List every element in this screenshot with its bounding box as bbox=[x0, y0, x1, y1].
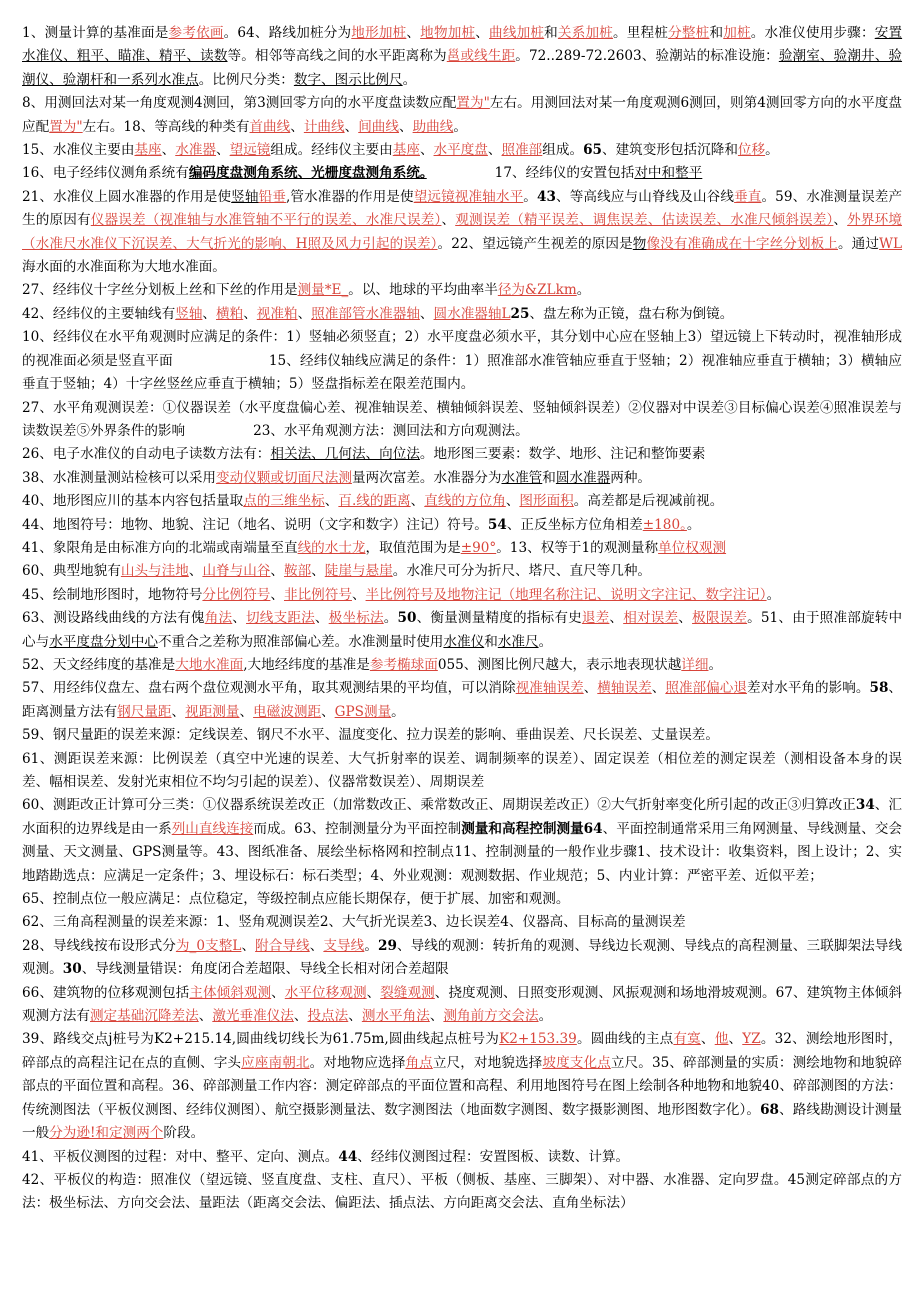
text-run: 。 bbox=[766, 586, 781, 603]
text-run: 055、测图比例尺越大，表示地表现状越 bbox=[437, 656, 682, 673]
text-run: ,大地经纬度的基准是 bbox=[243, 656, 370, 673]
highlighted-answer: ±180。 bbox=[642, 516, 687, 533]
text-run: 而成。63、控制测量分为平面控制 bbox=[253, 820, 462, 837]
text-run: 10、经纬仪在水平角观测时应满足的条件：1）竖轴必须竖直；2）水平度盘必须水平，其分划中心应在竖轴上3）望远镜上下转动时，视准轴形成的视准面必须是竖直平面 15、经纬仪轴线应满足的条件：1）照准部水准管轴应垂直于竖轴；2）视准轴应垂直于横轴；3）横轴应垂直于竖轴；4）十字丝竖丝应垂直于横轴；5）竖盘指标差在限差范围内。 bbox=[22, 329, 902, 393]
text-run: 海水面的水准面称为大地水准面。 bbox=[22, 259, 226, 276]
highlighted-answer: 位移 bbox=[737, 142, 766, 159]
highlighted-answer: 水平位移观测 bbox=[284, 984, 367, 1001]
highlighted-answer: 直线的方位角 bbox=[424, 493, 506, 510]
text-run: ,管水准器的作用是使 bbox=[285, 188, 414, 205]
text-run: 、 bbox=[198, 1008, 213, 1025]
underlined-term: 竖轴 bbox=[231, 188, 259, 205]
highlighted-answer: 详细 bbox=[681, 656, 709, 673]
text-run: 、 bbox=[188, 563, 203, 580]
text-run: 60、测距改正计算可分三类：①仪器系统误差改正（加常数改正、乘常数改正、周期误差改正）②大气折射率变化所引起的改正③归算改正 bbox=[22, 797, 856, 814]
paragraph bbox=[22, 303, 902, 326]
text-run: 65、控制点位一般应满足：点位稳定，等级控制点应能长期保存，便于扩展、加密和观测。 bbox=[22, 891, 570, 908]
highlighted-answer: 变动仪颗或切面尺法测 bbox=[216, 469, 352, 486]
text-run: 16、电子经纬仪测角系统有 bbox=[22, 165, 189, 182]
text-run: 42、经纬仪的主要轴线有 bbox=[22, 305, 176, 322]
text-run: 、 bbox=[293, 1008, 308, 1025]
highlighted-answer: ±90° bbox=[460, 539, 497, 556]
text-run: 、 bbox=[505, 493, 520, 510]
highlighted-answer: 山脊与山谷 bbox=[202, 563, 271, 580]
highlighted-answer: 助曲线 bbox=[412, 118, 454, 135]
text-run: 。比例尺分类： bbox=[198, 71, 294, 88]
text-run: 、 bbox=[366, 984, 381, 1001]
text-run: 41、象限角是由标准方向的北端或南端量至直 bbox=[22, 539, 298, 556]
highlighted-answer: 投点法 bbox=[307, 1008, 349, 1025]
highlighted-answer: 参考椭球面 bbox=[369, 656, 438, 673]
text-run: 、导线测量错误：角度闭合差超限、导线全长相对闭合差超限 bbox=[81, 961, 449, 978]
underlined-term: 水准管 bbox=[501, 469, 543, 486]
paragraph bbox=[22, 514, 902, 537]
paragraph bbox=[22, 22, 902, 92]
text-run: 、距离测量方法有 bbox=[22, 680, 903, 720]
bold-text: 50 bbox=[397, 610, 417, 627]
text-run: 、 bbox=[441, 212, 456, 229]
text-run: ，取值范围为是 bbox=[365, 539, 461, 556]
paragraph bbox=[22, 607, 902, 654]
paragraph bbox=[22, 982, 902, 1029]
text-run: 、 bbox=[271, 984, 285, 1001]
text-run: 。 bbox=[402, 71, 417, 88]
text-run: 、 bbox=[678, 610, 693, 627]
text-run: 41、平板仪测图的过程：对中、整平、定向、测点。 bbox=[22, 1148, 339, 1165]
highlighted-answer: YZ bbox=[742, 1031, 761, 1048]
text-run: 、 bbox=[314, 610, 329, 627]
text-run: 和 bbox=[484, 633, 498, 650]
highlighted-answer: 大地水准面 bbox=[175, 656, 244, 673]
bold-text: 测量和高程控制测量64 bbox=[461, 820, 603, 837]
paragraph bbox=[22, 888, 902, 911]
highlighted-answer: 置为" bbox=[49, 118, 83, 135]
text-run: 。51、由于照准部旋转中心与 bbox=[22, 610, 903, 650]
text-run: 、 bbox=[241, 937, 256, 954]
bold-text: 65 bbox=[583, 142, 602, 159]
highlighted-answer: 他 bbox=[714, 1031, 729, 1048]
text-run: 42、平板仪的构造：照准仪（望远镜、竖直度盘、支柱、直尺）、平板（侧板、基座、三脚架）、对中器、水准器、定向罗盘。45测定碎部点的方法：极坐标法、方向交会法、量距法（距离交会法、偏距法、插点法、方向距离交会法、直角坐标法） bbox=[22, 1171, 902, 1212]
highlighted-answer: GPS测量 bbox=[334, 703, 392, 720]
highlighted-answer: 竖轴 bbox=[175, 305, 203, 322]
text-run: 、 bbox=[651, 680, 666, 697]
highlighted-answer: 横粕 bbox=[216, 305, 244, 322]
text-run: 27、水平角观测误差：①仪器误差（水平度盘偏心差、视准轴误差、横轴倾斜误差、竖轴倾斜误差）②仪器对中误差③目标偏心误差④照准误差与读数误差⑤外界条件的影响 23、水平角观测方法：测回法和方向观测法。 bbox=[22, 399, 902, 439]
text-run: 。 bbox=[391, 703, 405, 720]
text-run: 、 bbox=[270, 563, 284, 580]
highlighted-answer: 地形加桩 bbox=[351, 25, 407, 41]
paragraph bbox=[22, 279, 902, 302]
highlighted-answer: 仪器误差（视准轴与水准管轴不平行的误差、水准尺误差） bbox=[90, 212, 442, 229]
highlighted-answer: 退差 bbox=[581, 610, 610, 627]
text-run: 39、路线交点j桩号为K2+215.14,圆曲线切线长为61.75m,圆曲线起点桩号为 bbox=[22, 1031, 500, 1048]
paragraph bbox=[22, 677, 902, 724]
highlighted-answer: 百.线的距离 bbox=[338, 493, 411, 510]
highlighted-answer: 照准部 bbox=[501, 142, 543, 159]
text-run: 、 bbox=[324, 493, 339, 510]
underlined-term: 圆水准器 bbox=[555, 469, 611, 486]
highlighted-answer: 水平度盘 bbox=[433, 142, 488, 159]
highlighted-answer: 线的水士龙 bbox=[297, 539, 366, 556]
highlighted-answer: 角点 bbox=[405, 1054, 433, 1071]
highlighted-answer: 鞍部 bbox=[284, 563, 312, 580]
text-run: 62、三角高程测量的误差来源：1、竖角观测误差2、大气折光误差3、边长误差4、仪器高、目标高的量测误差 bbox=[22, 914, 686, 931]
paragraph bbox=[22, 584, 902, 607]
text-run: 26、电子水准仪的自动电子读数方法有： bbox=[22, 446, 271, 463]
paragraph bbox=[22, 92, 902, 139]
text-run: 。 bbox=[538, 1008, 553, 1025]
highlighted-answer: 分比例符号 bbox=[202, 586, 271, 603]
bold-text: 44 bbox=[338, 1148, 358, 1165]
text-run: 、 bbox=[161, 142, 176, 159]
text-run: 和 bbox=[542, 469, 556, 486]
text-run: 21、水准仪上圆水准器的作用是使 bbox=[22, 188, 232, 205]
bold-text: 43 bbox=[536, 188, 556, 205]
highlighted-answer: 加桩 bbox=[723, 25, 751, 41]
highlighted-answer: 参考依画 bbox=[168, 25, 224, 41]
text-run: 。圆曲线的主点 bbox=[576, 1031, 674, 1048]
paragraph bbox=[22, 467, 902, 490]
text-run: 63、测设路线曲线的方法有傀 bbox=[22, 610, 205, 627]
bold-text: 30 bbox=[62, 961, 82, 978]
text-run: 。通过 bbox=[838, 235, 880, 252]
text-run: 、 bbox=[429, 1008, 444, 1025]
bold-text: 29 bbox=[378, 937, 397, 954]
text-run: 。59、水准测量误差产生的原因有 bbox=[22, 188, 903, 229]
paragraph bbox=[22, 139, 902, 162]
text-run: 61、测距误差来源：比例误差（真空中光速的误差、大气折射率的误差、调制频率的误差）、固定误差（相位差的测定误差（测相设备本身的误差、幅相误差、发射光束相位不均匀引起的误差）、仪器常数误差）、周期误差 bbox=[22, 750, 902, 790]
text-run: 、 bbox=[419, 142, 434, 159]
underlined-term: 编码度盘测角系统、光栅度盘测角系统。 bbox=[188, 165, 427, 182]
highlighted-answer: 点的三维坐标 bbox=[243, 493, 325, 510]
text-run: 、建筑变形包括沉降和 bbox=[601, 142, 738, 159]
text-run: 、 bbox=[311, 563, 325, 580]
text-run: 。 bbox=[364, 937, 378, 954]
text-run: 、 bbox=[171, 703, 186, 720]
text-run: 立尺。35、碎部测量的实质：测绘地物和地貌碎部点的平面位置和高程。36、碎部测量工作内容：测定碎部点的平面位置和高程、利用地图符号在图上绘制各种地物和地貌40、碎部测图的方法：传统测图法（平板仪测图、经纬仪测图）、航空摄影测量法、数字测图法（地面数字测图、数字摄影测图、地形图数字化）。 bbox=[22, 1054, 903, 1118]
highlighted-answer: 半比例符号及地物注记（地理名称注记、说明文字注记、数字注记） bbox=[365, 586, 767, 603]
paragraph bbox=[22, 748, 902, 795]
highlighted-answer: 邕或线生距 bbox=[446, 48, 516, 65]
highlighted-answer: 列山直线连接 bbox=[171, 820, 254, 837]
text-run: 、 bbox=[309, 937, 324, 954]
text-run: 。22、望远镜产生视差的原因是 bbox=[437, 235, 633, 252]
highlighted-answer: 陡崖与悬崖 bbox=[324, 563, 393, 580]
text-run: 和 bbox=[544, 25, 558, 41]
text-run: 。 bbox=[523, 188, 537, 205]
text-run: 、等高线应与山脊线及山谷线 bbox=[555, 188, 735, 205]
highlighted-answer: 测角前方交会法 bbox=[443, 1008, 539, 1025]
highlighted-answer: 分整桩 bbox=[668, 25, 710, 41]
paragraph bbox=[22, 162, 902, 185]
highlighted-answer: 非比例符号 bbox=[283, 586, 352, 603]
highlighted-answer: 应座南朝北 bbox=[241, 1054, 310, 1071]
highlighted-answer: 照准部管水准器轴 bbox=[311, 305, 420, 322]
text-run: 、经纬仪测图过程：安置图板、读数、计算。 bbox=[357, 1148, 630, 1165]
text-run: 。地形图三要素：数学、地形、注记和整饰要素 bbox=[419, 446, 706, 463]
text-run: 左右。18、等高线的种类有 bbox=[82, 118, 250, 135]
text-run: 不重合之差称为照准部偏心差。水准测量时使用 bbox=[157, 633, 444, 650]
highlighted-answer: 径为&ZLkm bbox=[497, 282, 577, 299]
highlighted-answer: 水准器 bbox=[175, 142, 217, 159]
paragraph bbox=[22, 1169, 902, 1216]
highlighted-answer: 测定基础沉降差法 bbox=[89, 1008, 199, 1025]
paragraph bbox=[22, 911, 902, 934]
underlined-term: 数字、图示比例尺 bbox=[293, 71, 403, 88]
highlighted-answer: WL bbox=[879, 235, 903, 252]
text-run: 组成。 bbox=[542, 142, 584, 159]
text-run: 两种。 bbox=[610, 469, 652, 486]
highlighted-answer: 坡度支化点 bbox=[542, 1054, 611, 1071]
highlighted-answer: 外界环境（水准尺水准仪下沉误差、大气折光的影响、H照及风力引起的误差） bbox=[22, 212, 902, 252]
text-run: 、 bbox=[700, 1031, 715, 1048]
highlighted-answer: 基座 bbox=[392, 142, 420, 159]
text-run: 、盘左称为正镜，盘右称为倒镜。 bbox=[529, 305, 734, 322]
text-run: 17、经纬仪的安置包括 bbox=[426, 165, 635, 182]
highlighted-answer: 视准粕 bbox=[256, 305, 298, 322]
text-run: 、 bbox=[351, 586, 366, 603]
highlighted-answer: 像没有准确成在十字丝分划板上 bbox=[646, 235, 838, 252]
text-run: 、 bbox=[344, 118, 359, 135]
highlighted-answer: 垂直 bbox=[734, 188, 762, 205]
text-run: 、 bbox=[410, 493, 425, 510]
text-run: 和 bbox=[709, 25, 724, 41]
text-run: 38、水准测量测站检核可以采用 bbox=[22, 469, 217, 486]
highlighted-answer: 曲线加桩 bbox=[489, 25, 545, 41]
text-run: 。高差都是后视减前视。 bbox=[573, 493, 724, 510]
text-run: 57、用经纬仪盘左、盘右两个盘位观测水平角，取其观测结果的平均值，可以消除 bbox=[22, 680, 516, 697]
paragraph bbox=[22, 654, 902, 677]
paragraph bbox=[22, 1028, 902, 1145]
text-run: 、平面控制通常采用三角网测量、导线测量、交会测量、天文测量、GPS测量等。43、图纸准备、展绘坐标格网和控制点11、控制测量的一般作业步骤1、技术设计：收集资料，图上设计；2、实地踏勘选点：应满足一定条件；3、埋设标石：标石类型；4、外业观测：观测数据、作业规范；5、内业计算：严密平差、近似平差； bbox=[22, 820, 903, 884]
text-run: 、正反坐标方位角相差 bbox=[506, 516, 643, 533]
text-run: 。 bbox=[686, 516, 701, 533]
text-run: 、 bbox=[728, 1031, 743, 1048]
highlighted-answer: 电磁波测距 bbox=[253, 703, 322, 720]
text-run: 。里程桩 bbox=[613, 25, 669, 41]
paragraph bbox=[22, 935, 902, 982]
highlighted-answer: 图形面积 bbox=[519, 493, 574, 510]
text-run: 。64、路线加桩分为 bbox=[223, 25, 352, 41]
underlined-term: 验潮室、验潮井、验潮仪、验潮杆和一系列水准点 bbox=[22, 48, 903, 88]
text-run: 组成。经纬仪主要由 bbox=[270, 142, 393, 159]
paragraph bbox=[22, 186, 902, 280]
paragraph bbox=[22, 397, 902, 444]
text-run: 、 bbox=[216, 142, 230, 159]
text-run: 。 bbox=[576, 282, 591, 299]
text-run: 阶段。 bbox=[163, 1125, 205, 1142]
text-run: 、 bbox=[243, 305, 257, 322]
highlighted-answer: 地物加桩 bbox=[420, 25, 476, 41]
highlighted-answer: 置为" bbox=[456, 95, 490, 112]
text-run: 、 bbox=[609, 610, 624, 627]
highlighted-answer: 钢尺量距 bbox=[117, 703, 172, 720]
text-run: 15、水准仪主要由 bbox=[22, 142, 135, 159]
text-run: 45、绘制地形图时，地物符号 bbox=[22, 586, 203, 603]
text-run: 。以、地球的平均曲率半 bbox=[348, 282, 498, 299]
highlighted-answer: 支导线 bbox=[323, 937, 365, 954]
text-run: 、 bbox=[348, 1008, 362, 1025]
text-run: 、衡量测量精度的指标有史 bbox=[416, 610, 582, 627]
highlighted-answer: 测量*E_ bbox=[297, 282, 349, 299]
underlined-term: 安置水准仪、粗平、瞄准、精平、读数 bbox=[22, 25, 903, 65]
text-run: 、 bbox=[297, 305, 312, 322]
text-run: 。 bbox=[538, 633, 553, 650]
text-run: 。水准仪使用步骤： bbox=[750, 25, 875, 41]
text-run: 、 bbox=[419, 305, 434, 322]
highlighted-answer: 基座 bbox=[134, 142, 162, 159]
paragraph bbox=[22, 326, 902, 396]
highlighted-answer: 测水平角法 bbox=[361, 1008, 430, 1025]
text-run: 66、建筑物的位移观测包括 bbox=[22, 984, 190, 1001]
highlighted-answer: 视距测量 bbox=[185, 703, 240, 720]
paragraph bbox=[22, 490, 902, 513]
underlined-term: 水准尺 bbox=[497, 633, 539, 650]
text-run: 。对地物应选择 bbox=[309, 1054, 406, 1071]
text-run: 、 bbox=[833, 212, 848, 229]
text-run: 、 bbox=[239, 703, 254, 720]
highlighted-answer: 关系加桩 bbox=[557, 25, 614, 41]
text-run: 。 bbox=[383, 610, 398, 627]
highlighted-answer: 首曲线 bbox=[249, 118, 291, 135]
highlighted-answer: 横轴误差 bbox=[597, 680, 652, 697]
text-run: 。 bbox=[765, 142, 779, 159]
highlighted-answer: 视准轴误差 bbox=[515, 680, 584, 697]
paragraph bbox=[22, 724, 902, 747]
text-run: 、 bbox=[270, 586, 284, 603]
text-run: 、路线勘测设计测量一般 bbox=[22, 1101, 903, 1142]
paragraph bbox=[22, 443, 902, 466]
highlighted-answer: 照准部偏心退 bbox=[665, 680, 747, 697]
highlighted-answer: 山头与洼地 bbox=[120, 563, 189, 580]
highlighted-answer: 为_0支整L bbox=[175, 937, 242, 954]
text-run: 。水准尺可分为折尺、塔尺、直尺等几种。 bbox=[392, 563, 652, 580]
bold-text: 34 bbox=[855, 797, 875, 814]
text-run: 。13、权等于1的观测量称 bbox=[496, 539, 659, 556]
highlighted-answer: 圆水准器轴L bbox=[433, 305, 511, 322]
highlighted-answer: 极坐标法 bbox=[328, 610, 384, 627]
text-run: 左右。用测回法对某一角度观测6测回，则第4测回零方向的水平度盘应配 bbox=[22, 95, 902, 135]
text-run: 8、用测回法对某一角度观测4测回，第3测回零方向的水平度盘读数应配 bbox=[22, 95, 457, 112]
text-run: 、汇水面积的边界线是由一系 bbox=[22, 797, 903, 837]
underlined-term: 对中和整平 bbox=[634, 165, 703, 182]
text-run: 、 bbox=[321, 703, 335, 720]
underlined-term: 水平度盘分划中心 bbox=[49, 633, 158, 650]
bold-text: 54 bbox=[487, 516, 507, 533]
text-run: 。 bbox=[708, 656, 723, 673]
text-run: 27、经纬仪十字丝分划板上丝和下丝的作用是 bbox=[22, 282, 298, 299]
text-run: 52、天文经纬度的基准是 bbox=[22, 656, 176, 673]
text-run: 立尺，对地貌选择 bbox=[432, 1054, 543, 1071]
paragraph bbox=[22, 560, 902, 583]
paragraph bbox=[22, 794, 902, 888]
highlighted-answer: K2+153.39 bbox=[499, 1031, 577, 1048]
highlighted-answer: 裂缝观测 bbox=[380, 984, 435, 1001]
highlighted-answer: 计曲线 bbox=[303, 118, 345, 135]
text-run: 1、测量计算的基准面是 bbox=[22, 25, 169, 41]
text-run: 40、地形图应川的基本内容包括量取 bbox=[22, 493, 244, 510]
highlighted-answer: 附合导线 bbox=[255, 937, 310, 954]
highlighted-answer: 望远镜 bbox=[229, 142, 271, 159]
text-run: 60、典型地貌有 bbox=[22, 563, 121, 580]
underlined-term: 水准仪 bbox=[443, 633, 485, 650]
text-run: 、 bbox=[406, 25, 421, 41]
underlined-term: 相关法、几何法、向位法 bbox=[270, 446, 420, 463]
bold-text: 68 bbox=[760, 1101, 779, 1118]
highlighted-answer: 铅垂 bbox=[258, 188, 286, 205]
highlighted-answer: 激光垂准仪法 bbox=[212, 1008, 294, 1025]
bold-text: 58 bbox=[869, 680, 889, 697]
text-run: 、 bbox=[399, 118, 413, 135]
highlighted-answer: 观测误差（精平误差、调焦误差、估读误差、水准尺倾斜误差） bbox=[455, 212, 834, 229]
highlighted-answer: 间曲线 bbox=[358, 118, 399, 135]
bold-text: 25 bbox=[510, 305, 530, 322]
highlighted-answer: 相对误差 bbox=[623, 610, 679, 627]
text-run: 、 bbox=[487, 142, 502, 159]
text-run: 28、导线线按布设形式分 bbox=[22, 937, 176, 954]
text-run: 59、钢尺量距的误差来源：定线误差、钢尺不水平、温度变化、拉力误差的影响、垂曲误差、尺长误差、丈量误差。 bbox=[22, 727, 719, 744]
highlighted-answer: 分为逊!和定测两个 bbox=[49, 1125, 164, 1142]
text-run: 。32、测绘地形图时，碎部点的高程注记在点的直侧、字头 bbox=[22, 1031, 903, 1071]
paragraph bbox=[22, 537, 902, 560]
text-run: 差对水平角的影响。 bbox=[747, 680, 870, 697]
text-run: 、挠度观测、日照变形观测、风振观测和场地滑坡观测。67、建筑物主体倾斜观测方法有 bbox=[22, 984, 903, 1025]
highlighted-answer: 极限误差 bbox=[692, 610, 748, 627]
text-run: 44、地图符号：地物、地貌、注记（地名、说明（文字和数字）注记）符号。 bbox=[22, 516, 488, 533]
text-run: 、 bbox=[583, 680, 598, 697]
highlighted-answer: 切线支距法 bbox=[246, 610, 315, 627]
text-run: 、导线的观测：转折角的观测、导线边长观测、导线点的高程测量、三联脚架法导线观测。 bbox=[22, 937, 903, 978]
highlighted-answer: 有寞 bbox=[673, 1031, 701, 1048]
highlighted-answer: 角法 bbox=[204, 610, 233, 627]
text-run: 等。相邻等高线之间的水平距离称为 bbox=[227, 48, 447, 65]
text-run: 、 bbox=[475, 25, 490, 41]
highlighted-answer: 单位权观测 bbox=[658, 539, 727, 556]
text-run: 量两次富差。水准器分为 bbox=[351, 469, 502, 486]
text-run: 、 bbox=[202, 305, 217, 322]
highlighted-answer: 望远镜视准轴水平 bbox=[413, 188, 524, 205]
underlined-term: 物 bbox=[632, 235, 647, 252]
text-run: 、 bbox=[290, 118, 304, 135]
text-run: 、 bbox=[232, 610, 247, 627]
text-run: 。72..289-72.2603、验潮站的标准设施： bbox=[515, 48, 779, 65]
highlighted-answer: 主体倾斜观测 bbox=[189, 984, 272, 1001]
paragraph bbox=[22, 1146, 902, 1169]
text-run: 。 bbox=[453, 118, 467, 135]
